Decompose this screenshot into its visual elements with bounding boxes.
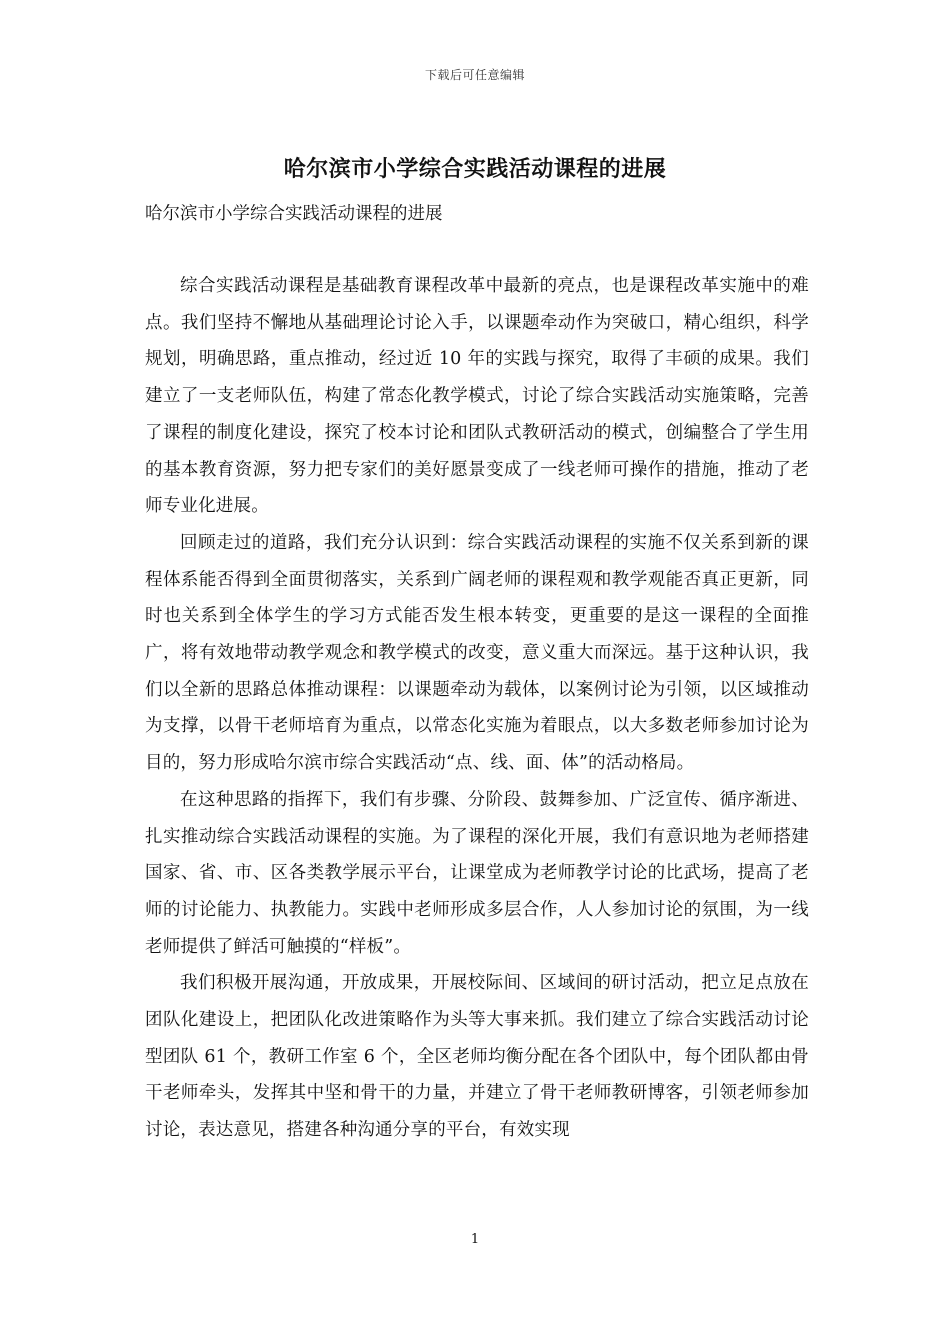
paragraph-4: 我们积极开展沟通，开放成果，开展校际间、区域间的研讨活动，把立足点放在团队化建设上，把团队化改进策略作为头等大事来抓。我们建立了综合实践活动讨论型团队 61 个，教研工作室 6 个，全区老师均衡分配在各个团队中，每个团队都由骨干老师牵头，发挥其中坚和骨干的力量，并建立了骨干老师教研博客，引领老师参加讨论，表达意见，搭建各种沟通分享的平台，有效实现	[145, 973, 809, 1141]
header-note: 下载后可任意编辑	[424, 68, 525, 82]
paragraph-2: 回顾走过的道路，我们充分认识到：综合实践活动课程的实施不仅关系到新的课程体系能否得到全面贯彻落实，关系到广阔老师的课程观和教学观能否真正更新，同时也关系到全体学生的学习方式能否发生根本转变，更重要的是这一课程的全面推广，将有效地带动教学观念和教学模式的改变，意义重大而深远。基于这种认识，我们以全新的思路总体推动课程：以课题牵动为载体，以案例讨论为引领，以区域推动为支撑，以骨干老师培育为重点，以常态化实施为着眼点，以大多数老师参加讨论为目的，努力形成哈尔滨市综合实践活动“点、线、面、体”的活动格局。	[145, 532, 809, 774]
document-subtitle: 哈尔滨市小学综合实践活动课程的进展	[145, 204, 443, 224]
paragraph-1: 综合实践活动课程是基础教育课程改革中最新的亮点，也是课程改革实施中的难点。我们坚持不懈地从基础理论讨论入手，以课题牵动作为突破口，精心组织，科学规划，明确思路，重点推动，经过近 10 年的实践与探究，取得了丰硕的成果。我们建立了一支老师队伍，构建了常态化教学模式，讨论了综合实践活动实施策略，完善了课程的制度化建设，探究了校本讨论和团队式教研活动的模式，创编整合了学生用的基本教育资源，努力把专家们的美好愿景变成了一线老师可操作的措施，推动了老师专业化进展。	[145, 276, 809, 517]
paragraph-3: 在这种思路的指挥下，我们有步骤、分阶段、鼓舞参加、广泛宣传、循序渐进、扎实推动综合实践活动课程的实施。为了课程的深化开展，我们有意识地为老师搭建国家、省、市、区各类教学展示平台，让课堂成为老师教学讨论的比武场，提高了老师的讨论能力、执教能力。实践中老师形成多层合作，人人参加讨论的氛围，为一线老师提供了鲜活可触摸的“样板”。	[145, 789, 809, 957]
page-number: 1	[470, 1232, 480, 1247]
body-text	[145, 268, 809, 1149]
document-title: 哈尔滨市小学综合实践活动课程的进展	[283, 156, 667, 182]
